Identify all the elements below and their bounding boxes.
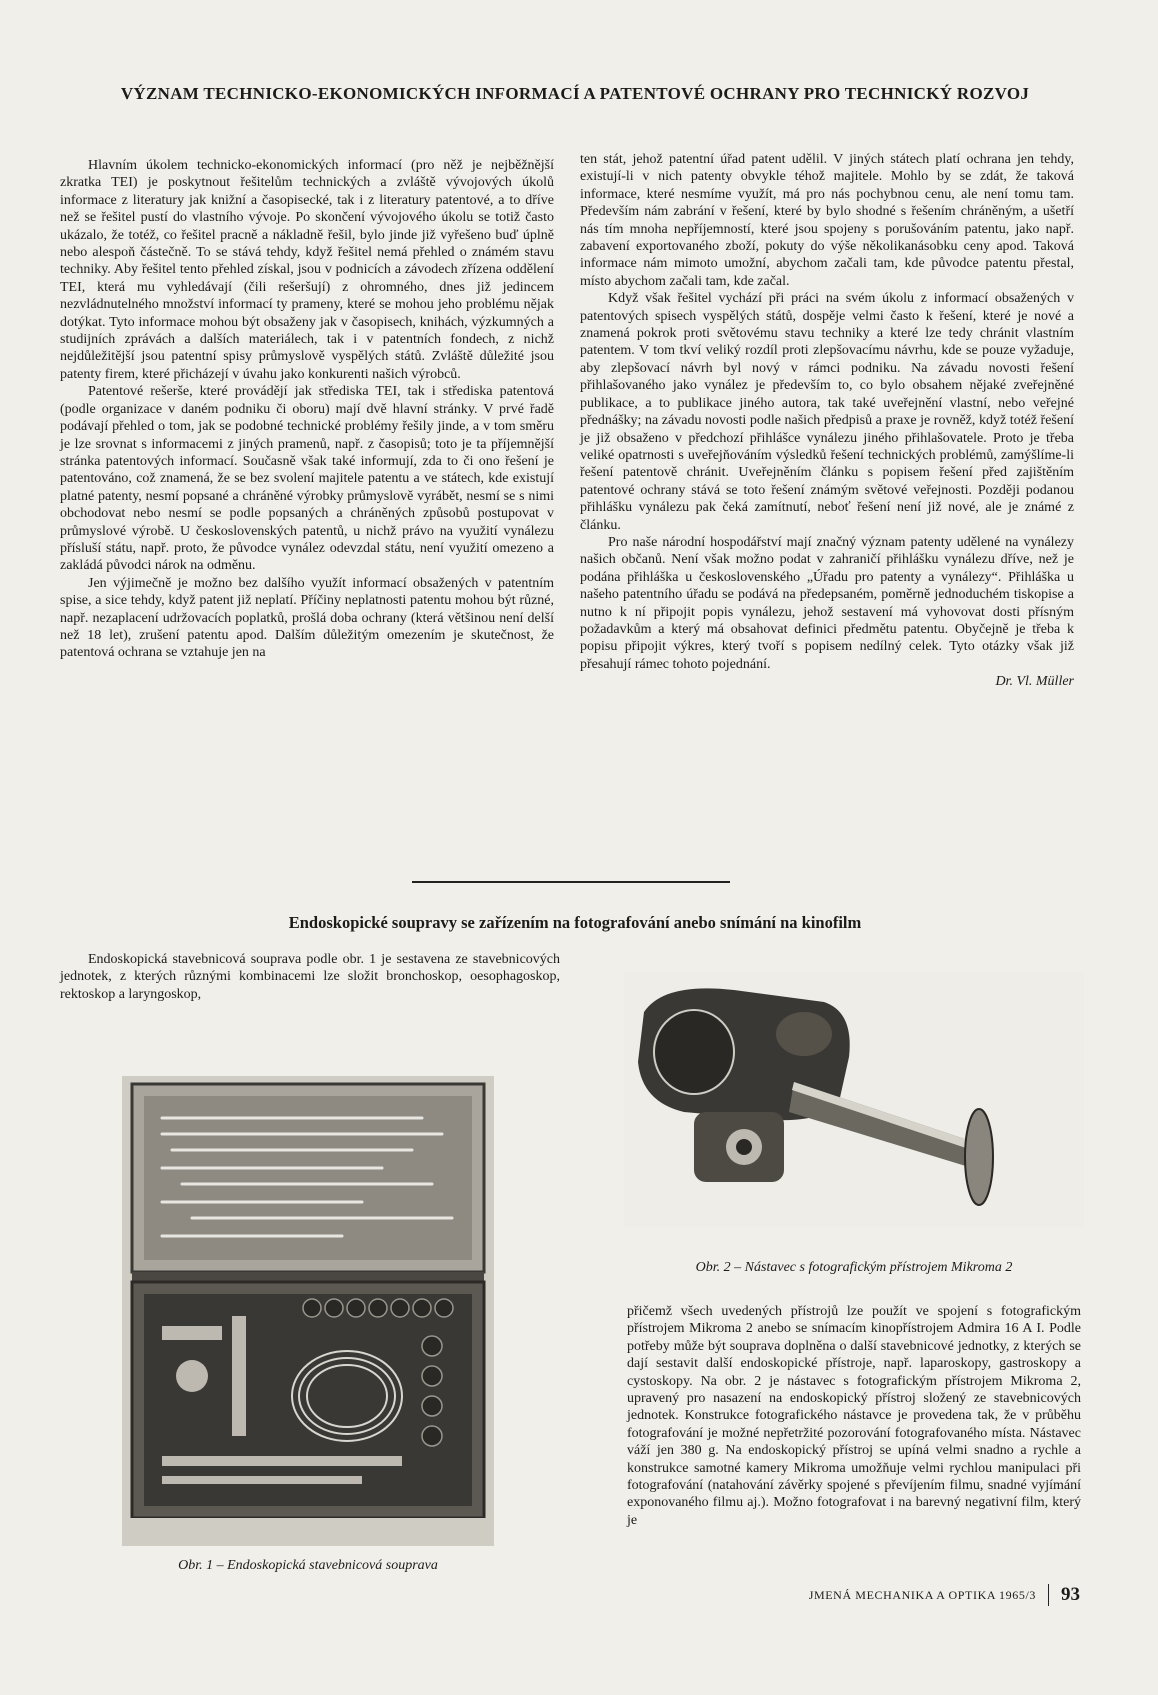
paragraph: přičemž všech uvedených přístrojů lze použít ve spojení s fotografickým přístrojem Mikroma 2 anebo se snímacím kinopřístrojem Admira 16 A I. Podle potřeby může být souprava doplněna o další stavebnicové jednotky, z kterých se dají sestavit další endoskopické přístroje, např. laparoskopy, gastroskopy a cystoskopy. Na obr. 2 je nástavec s fotografickým přístrojem Mikroma 2, upravený pro nasazení na endoskopický přístroj složený ze stavebnicových jednotek. Konstrukce fotografického nástavce je provedena tak, že v průběhu fotografování je možné nepřetržité pozorování fotografovaného místa. Nástavec váží jen 380 g. Na endoskopický přístroj se upíná velmi snadno a rychle a konstrukce samotné kamery Mikroma umožňuje velmi rychlou manipulaci při fotografování (natahování závěrky spojené s převíjením filmu, snadné vyjímání exponovaného filmu aj.). Možno fotografovat i na barevný negativní film, který je <box>627 1304 1081 1528</box>
section-divider <box>412 881 730 883</box>
page-number: 93 <box>1061 1584 1080 1605</box>
section-title: Endoskopické soupravy se zařízením na fotografování anebo snímání na kinofilm <box>288 913 862 932</box>
section-intro <box>60 951 560 1003</box>
figure-2-caption: Obr. 2 – Nástavec s fotografickým přístrojem Mikroma 2 <box>695 1260 1013 1275</box>
journal-name: JMENÁ MECHANIKA A OPTIKA 1965/3 <box>808 1587 1036 1602</box>
paragraph: Když však řešitel vychází při práci na svém úkolu z informací obsažených v patentových spisech vyspělých států, dospěje velmi často k řešení, které je nové a znamená pokrok proti světovému stavu techniky a které lze tedy chránit vlastním patentem. V tom tkví veliký rozdíl proti zlepšovacímu návrhu, kde se pouze vyžaduje, aby zlepšovací návrh byl nový v rámci podniku. Na závadu novosti řešení přihlašovaného jako vynález je především to, co bylo obsahem nějaké zveřejněné publikace, a to publikace jiného autora, tak také uveřejnění vlastní, nebo veřejné přednášky; na závadu novosti podle našich předpisů a praxe je rovněž, když totéž řešení je již obsaženo v předchozí přihlášce vynálezu jiného přihlašovatele. Proto je třeba veliké opatrnosti s uveřejňováním výsledků řešení technických problémů, zamýšlíme-li řešení patentově chránit. Uveřejněním článku s popisem řešení před zajištěním patentové ochrany stává se toto řešení známým světové veřejnosti. Později podanou přihlášku vynálezu pak čeká zamítnutí, neboť řešení není již nové, ale je známé z článku. <box>580 291 1074 533</box>
paragraph: Endoskopická stavebnicová souprava podle obr. 1 je sestavena ze stavebnicových jednotek, z kterých různými kombinacemi lze složit bronchoskop, oesophagoskop, rektoskop a laryngoskop, <box>60 952 560 1002</box>
paragraph: Jen výjimečně je možno bez dalšího využít informací obsažených v patentním spise, a sice tehdy, když patent již neplatí. Příčiny neplatnosti patentu mohou být různé, např. nezaplacení udržovacích poplatků, prošlá doba ochrany (která většinou není delší než 18 let), zrušení patentu apod. Dalším důležitým omezením je skutečnost, že patentová ochrana se vztahuje jen na <box>60 575 554 661</box>
paragraph: Pro naše národní hospodářství mají značný význam patenty udělené na vynálezy našich občanů. Není však možno podat v zahraničí přihlášku vynálezu dříve, než je podána přihláška u československého „Úřadu pro patenty a vynálezy“. Přihláška u našeho patentního úřadu se podává na předepsaném, poměrně jednoduchém tiskopise a nutno k ní připojit popis vynálezu, jehož sestavení má vyhovovat dosti přísným požadavkům a který má obsahovat definici předmětu patentu. Obyčejně je třeba k popisu připojit výkres, který tvoří s popisem nedílný celek. Tyto otázky však již přesahují rámec tohoto pojednání. <box>580 534 1074 672</box>
article-column-left <box>60 157 554 662</box>
page-footer <box>740 1582 1080 1608</box>
endoscopic-kit-illustration <box>122 1076 494 1546</box>
author-signature: Dr. Vl. Müller <box>995 674 1074 690</box>
section-body <box>627 1303 1081 1529</box>
article-title: VÝZNAM TECHNICKO-EKONOMICKÝCH INFORMACÍ A PATENTOVÉ OCHRANY PRO TECHNICKÝ ROZVOJ <box>120 84 1030 103</box>
paragraph: Hlavním úkolem technicko-ekonomických informací (pro něž je nejběžnější zkratka TEI) je poskytnout řešitelům technických a zvláště vývojových úkolů informace z literatury jak knižní a časopisecké, tak i z literatury patentové, a to dříve než se řešitel pustí do vlastního vývoje. Po skončení vývojového úkolu se totiž často ukázalo, že totéž, co řešitel pracně a nákladně řešil, bylo jinde již vyřešeno buď úplně nebo alespoň částečně. To se stává tehdy, když řešitel nemá přehled o známém stavu techniky. Aby řešitel tento přehled získal, jsou v podnicích a závodech zřízena oddělení TEI, která mu vyhledávají (čili rešeršují) z ohromného, dnes již jedincem nezvládnutelného množství informací ty prameny, které se mohou jeho problému nějak dotýkat. Tyto informace mohou být obsaženy jak v časopisech, knihách, výzkumných a studijních zprávách a dalších materiálech, tak i v patentních fondech, z nichž nejdůležitější jsou patentní spisy průmyslově vyspělých států. Zvláště důležité jsou patenty firem, které přicházejí v úvahu jako konkurenti našich výrobců. <box>60 158 554 382</box>
figure-camera-attachment-photo <box>624 972 1084 1227</box>
paragraph: Patentové rešerše, které provádějí jak střediska TEI, tak i střediska patentová (podle organizace v daném podniku či oboru) mají dvě hlavní stránky. V prvé řadě podávají přehled o tom, jak se podobné technické problémy řešily jinde, a v tom směru je lze srovnat s informacemi z jiných pramenů, např. z časopisů; toto je ta příjemnější stránka patentových informací. Současně však také informují, zda to či ono řešení je patentováno, což znamená, že se bez svolení majitele patentu a ve státech, kde existují platné patenty, nesmí popsané a chráněné výrobky průmyslově vyrábět, nesmí se s nimi obchodovat nebo nesmí se podle popsaných a chráněných způsobů postupovat v průmyslové výrobě. U československých patentů, u nichž právo na využití vynálezu přísluší státu, např. proto, že původce vynález odevzdal státu, není využití omezeno a zakládá původci nárok na odměnu. <box>60 384 554 574</box>
article-column-right <box>580 151 1074 691</box>
figure-1-caption: Obr. 1 – Endoskopická stavebnicová souprava <box>178 1558 438 1573</box>
footer-separator <box>1048 1584 1049 1606</box>
paragraph: ten stát, jehož patentní úřad patent udělil. V jiných státech platí ochrana jen tehdy, existují-li v nich patenty obvykle téhož majitele. Mohlo by se zdát, že taková informace, které nesmíme využít, má pro nás pochybnou cenu, ale není tomu tam. Především nám zabrání v řešení, které by bylo shodné s řešením chráněným, a ušetří nás tím mnoha nepříjemností, které jsou spojeny s porušováním patentu, jako např. zabavení exportovaného zboží, pokuty do výše několikanásobku ceny apod. Taková informace nám mimoto umožní, abychom začali tam, kde původce patentu přestal, místo abychom začali tam, kde začal. <box>580 152 1074 289</box>
camera-attachment-illustration <box>624 972 1084 1227</box>
figure-endoscopic-kit-photo <box>122 1076 494 1546</box>
